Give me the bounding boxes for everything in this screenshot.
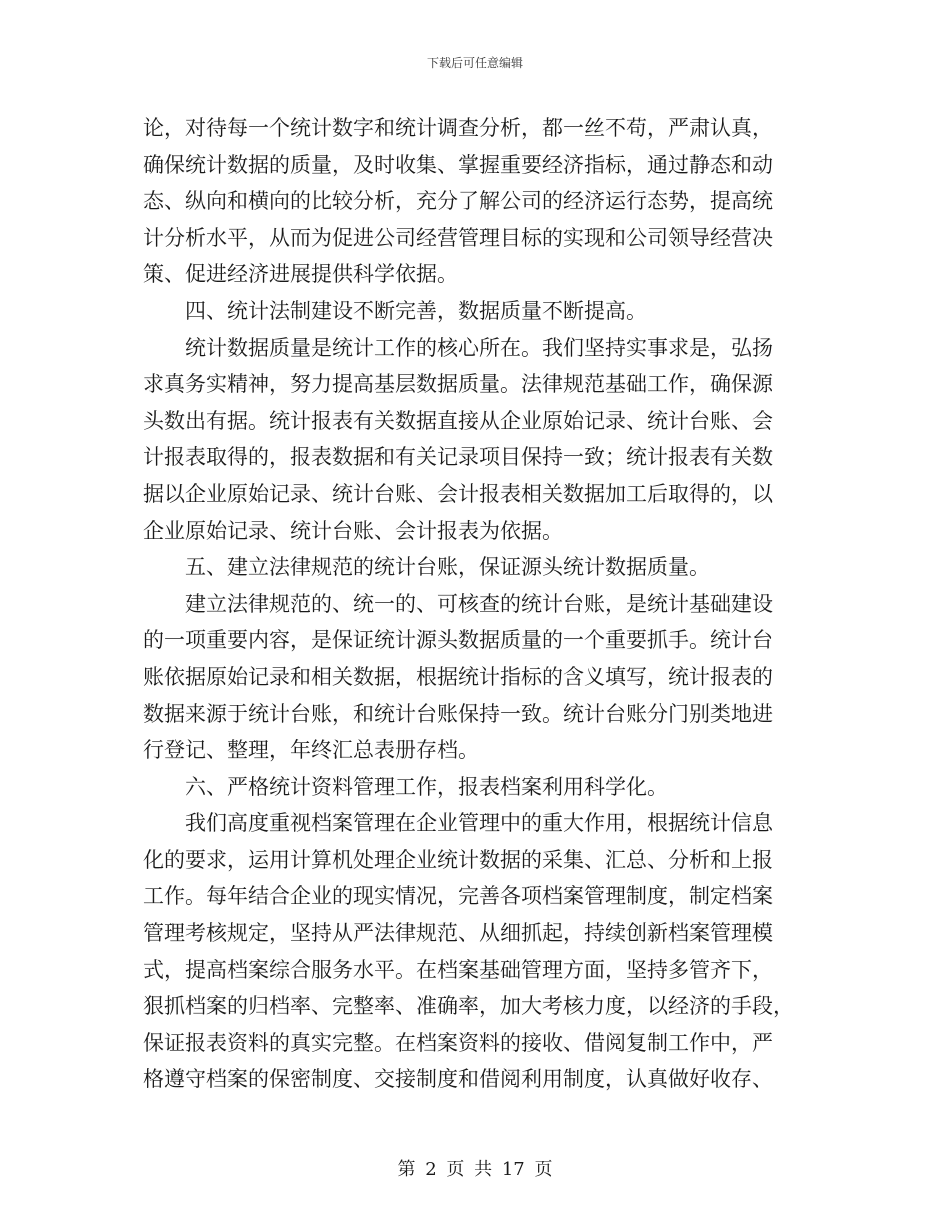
text-line: 数据来源于统计台账，和统计台账保持一致。统计台账分门别类地进 (143, 701, 773, 726)
text-line: 据以企业原始记录、统计台账、会计报表相关数据加工后取得的，以 (143, 481, 773, 506)
text-line: 计报表取得的，报表数据和有关记录项目保持一致；统计报表有关数 (143, 445, 773, 470)
text-line: 计分析水平，从而为促进公司经营管理目标的实现和公司领导经营决 (143, 225, 773, 250)
section-heading: 四、统计法制建设不断完善，数据质量不断提高。 (185, 298, 647, 323)
text-line: 求真务实精神，努力提高基层数据质量。法律规范基础工作，确保源 (143, 372, 773, 397)
text-line: 统计数据质量是统计工作的核心所在。我们坚持实事求是，弘扬 (185, 335, 773, 360)
text-line: 式，提高档案综合服务水平。在档案基础管理方面，坚持多管齐下， (143, 957, 773, 982)
text-line: 我们高度重视档案管理在企业管理中的重大作用，根据统计信息 (185, 811, 773, 836)
page-number: 第 2 页 共 17 页 (397, 1159, 553, 1180)
text-line: 化的要求，运用计算机处理企业统计数据的采集、汇总、分析和上报 (143, 847, 773, 872)
text-line: 的一项重要内容，是保证统计源头数据质量的一个重要抓手。统计台 (143, 628, 773, 653)
text-line: 账依据原始记录和相关数据，根据统计指标的含义填写，统计报表的 (143, 664, 773, 689)
text-line: 策、促进经济进展提供科学依据。 (143, 262, 458, 287)
text-line: 确保统计数据的质量，及时收集、掌握重要经济指标，通过静态和动 (143, 152, 773, 177)
text-line: 狠抓档案的归档率、完整率、准确率，加大考核力度，以经济的手段， (143, 994, 794, 1019)
text-line: 格遵守档案的保密制度、交接制度和借阅利用制度，认真做好收存、 (143, 1067, 773, 1092)
document-body (143, 110, 808, 1098)
text-line: 论，对待每一个统计数字和统计调查分析，都一丝不苟，严肃认真， (143, 116, 773, 140)
text-line: 头数出有据。统计报表有关数据直接从企业原始记录、统计台账、会 (143, 408, 773, 433)
text-line: 建立法律规范的、统一的、可核查的统计台账，是统计基础建设 (185, 591, 773, 616)
text-line: 行登记、整理，年终汇总表册存档。 (143, 738, 479, 763)
text-line: 保证报表资料的真实完整。在档案资料的接收、借阅复制工作中，严 (143, 1030, 773, 1055)
section-heading: 五、建立法律规范的统计台账，保证源头统计数据质量。 (185, 555, 710, 580)
header-note: 下载后可任意编辑 (426, 56, 523, 70)
text-line: 管理考核规定，坚持从严法律规范、从细抓起，持续创新档案管理模 (143, 921, 773, 946)
section-heading: 六、严格统计资料管理工作，报表档案利用科学化。 (185, 774, 668, 799)
text-line: 工作。每年结合企业的现实情况，完善各项档案管理制度，制定档案 (143, 884, 773, 909)
text-line: 企业原始记录、统计台账、会计报表为依据。 (143, 518, 563, 543)
text-line: 态、纵向和横向的比较分析，充分了解公司的经济运行态势，提高统 (143, 189, 773, 214)
